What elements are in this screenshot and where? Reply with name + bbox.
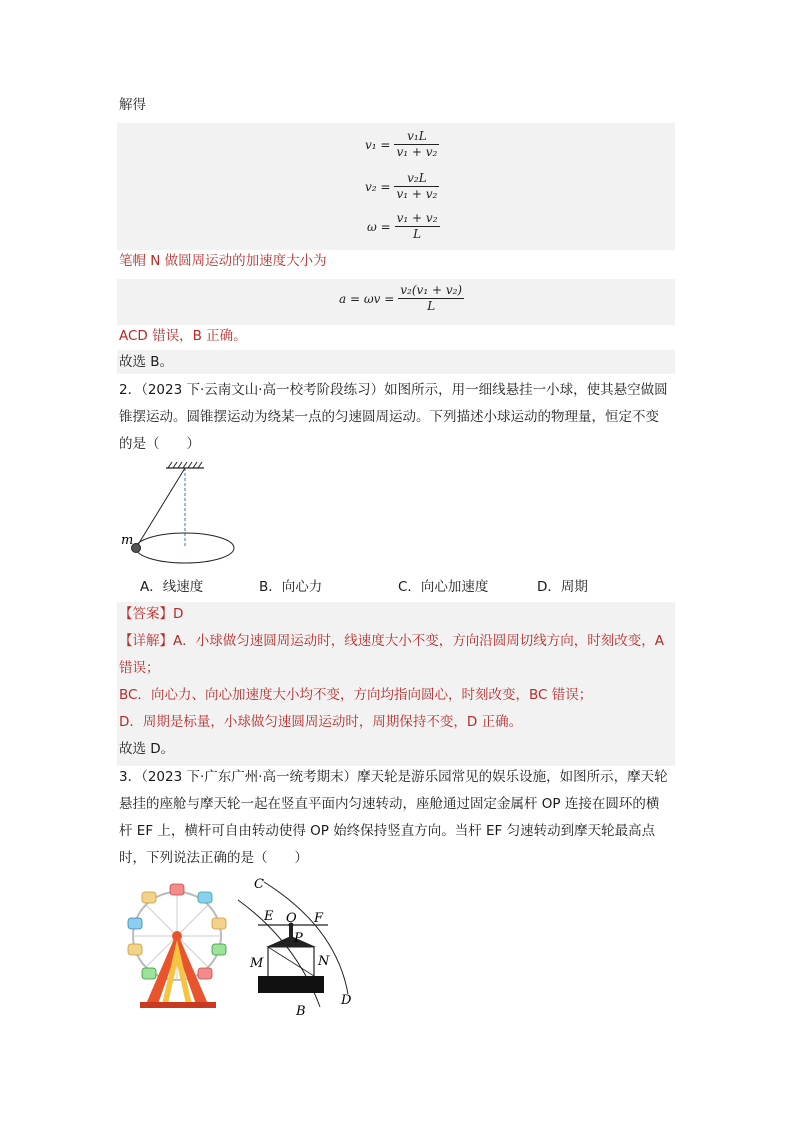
q2-answer: 【答案】D — [119, 606, 184, 622]
ferris-wheel-illustration — [118, 880, 236, 1010]
q3-line-1: 3．（2023 下·广东广州·高一统考期末）摩天轮是游乐园常见的娱乐设施，如图所示，摩天轮 — [119, 769, 668, 785]
q3-line-3: 杆 EF 上，横杆可自由转动使得 OP 始终保持竖直方向。当杆 EF 匀速转动到摩天轮最高点 — [119, 823, 656, 839]
label-b: B — [296, 1004, 306, 1019]
equation-v2: v₂ = $\frac{\text{v₂L}}{\text{v₁ + v₂}}$ — [365, 171, 438, 201]
option-d[interactable]: D．周期 — [537, 579, 588, 595]
equation-block-accel — [117, 279, 675, 325]
label-d: D — [341, 993, 352, 1008]
label-p: P — [294, 931, 303, 946]
q2-detail-1: 【详解】A．小球做匀速圆周运动时，线速度大小不变，方向沿圆周切线方向，时刻改变，A — [119, 633, 664, 649]
ceiling-hatch — [168, 462, 202, 468]
gondola-diagonal — [268, 947, 314, 976]
wheel-hub — [172, 931, 182, 941]
q1-choice: 故选 B。 — [119, 354, 174, 370]
label-o: O — [286, 911, 297, 926]
q1-choice-bg — [117, 350, 675, 374]
option-b[interactable]: B．向心力 — [259, 579, 323, 595]
q2-detail-3: BC．向心力、向心加速度大小均不变，方向均指向圆心，时刻改变，BC 错误； — [119, 687, 593, 703]
solve-label: 解得 — [119, 97, 146, 113]
label-e: E — [264, 909, 274, 924]
mass-label: m — [121, 533, 134, 548]
q3-line-4: 时，下列说法正确的是（ ） — [119, 850, 308, 866]
conical-pendulum-figure — [118, 460, 238, 570]
q2-answer-bg — [117, 602, 675, 766]
equation-accel: a = ωv = $\frac{\text{v₂(v₁ + v₂)}}{L}$ — [339, 283, 463, 313]
equation-omega: ω = $\frac{\text{v₁ + v₂}}{L}$ — [367, 211, 438, 241]
option-c[interactable]: C．向心加速度 — [398, 579, 489, 595]
q1-conclusion: ACD 错误，B 正确。 — [119, 328, 247, 344]
q2-detail-4: D．周期是标量，小球做匀速圆周运动时，周期保持不变，D 正确。 — [119, 714, 523, 730]
label-m: M — [250, 956, 264, 971]
option-a[interactable]: A．线速度 — [140, 579, 204, 595]
gondola-roof — [266, 936, 316, 947]
label-f: F — [314, 911, 324, 926]
gondola-diagram — [236, 872, 361, 1022]
q2-line-2: 锥摆运动。圆锥摆运动为绕某一点的匀速圆周运动。下列描述小球运动的物理量，恒定不变 — [119, 409, 659, 425]
acceleration-text: 笔帽 N 做圆周运动的加速度大小为 — [119, 253, 327, 269]
q2-detail-2: 错误； — [119, 660, 160, 676]
wheel-base — [140, 1002, 216, 1008]
q3-line-2: 悬挂的座舱与摩天轮一起在竖直平面内匀速转动，座舱通过固定金属杆 OP 连接在圆环的横 — [119, 796, 660, 812]
q2-line-1: 2．（2023 下·云南文山·高一校考阶段练习）如图所示，用一细线悬挂一小球，使其悬空做圆 — [119, 382, 668, 398]
equation-block — [117, 123, 675, 250]
equation-v1: v₁ = $\frac{\text{v₁L}}{\text{v₁ + v₂}}$ — [365, 129, 438, 159]
string-line — [136, 468, 185, 548]
label-c: C — [254, 877, 264, 892]
q2-line-3: 的是（ ） — [119, 436, 200, 452]
label-n: N — [318, 954, 330, 969]
gondola-floor — [258, 976, 324, 993]
q2-choice: 故选 D。 — [119, 741, 175, 757]
